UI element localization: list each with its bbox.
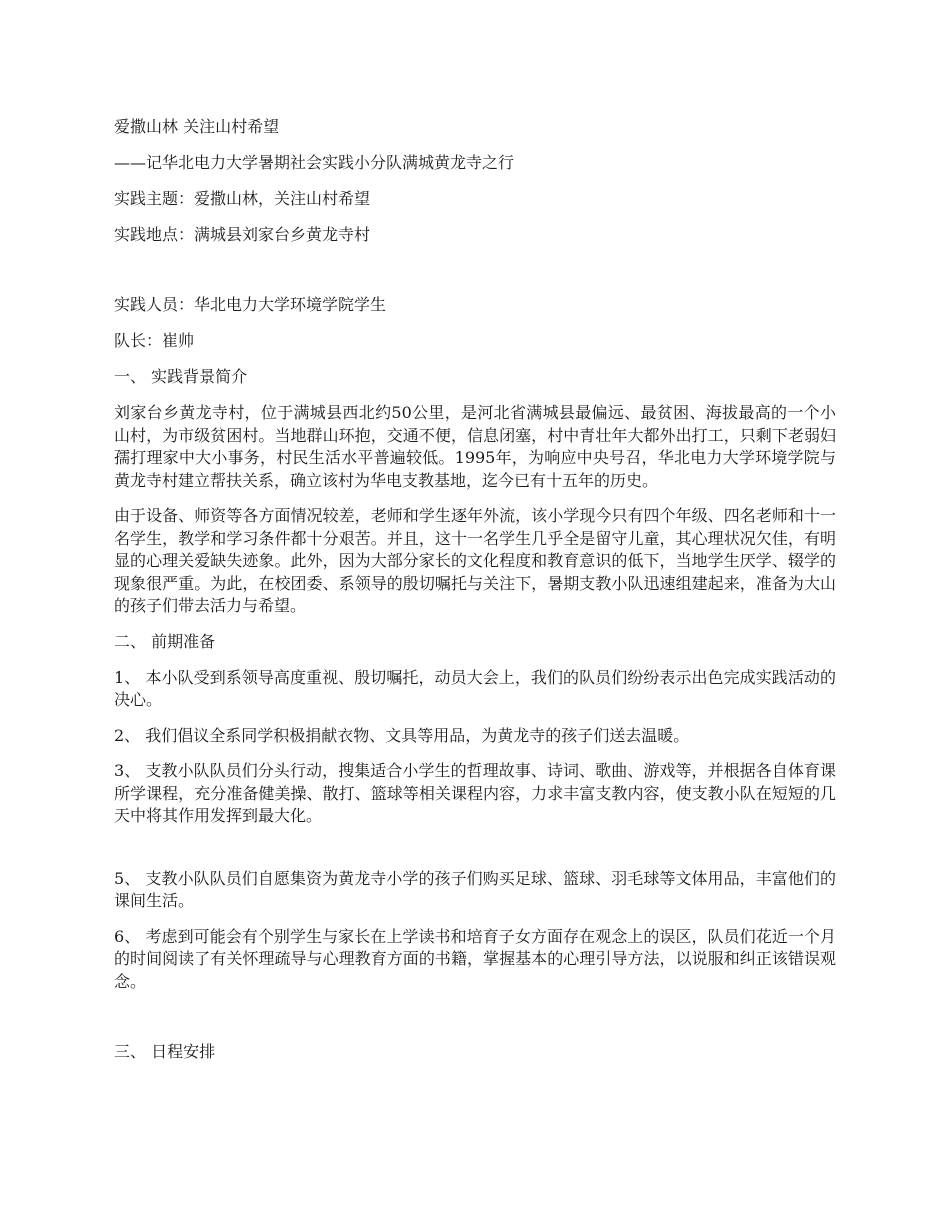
- document-subtitle: ——记华北电力大学暑期社会实践小分队满城黄龙寺之行: [114, 153, 515, 172]
- team-leader: 队长：崔帅: [114, 331, 195, 350]
- practice-members: 实践人员：华北电力大学环境学院学生: [114, 295, 387, 314]
- background-paragraph-1: 刘家台乡黄龙寺村，位于满城县西北约50公里，是河北省满城县最偏远、最贫困、海拔最高的一个小山村，为市级贫困村。当地群山环抱，交通不便，信息闭塞，村中青壮年大都外出打工，只剩下老弱妇孺打理家中大小事务，村民生活水平普遍较低。1995年，为响应中央号召，华北电力大学环境学院与黄龙寺村建立帮扶关系，确立该村为华电支教基地，迄今已有十五年的历史。: [114, 403, 836, 490]
- section-heading-schedule: 三、 日程安排: [114, 1042, 216, 1061]
- preparation-item-5: 5、 支教小队队员们自愿集资为黄龙寺小学的孩子们购买足球、篮球、羽毛球等文体用品，丰富他们的课间生活。: [114, 868, 836, 910]
- document-page: [114, 116, 836, 1077]
- document-title: 爱撒山林 关注山村希望: [114, 117, 280, 136]
- preparation-item-3: 3、 支教小队队员们分头行动，搜集适合小学生的哲理故事、诗词、歌曲、游戏等，并根据各自体育课所学课程，充分准备健美操、散打、篮球等相关课程内容，力求丰富支教内容，使支教小队在短短的几天中将其作用发挥到最大化。: [114, 761, 836, 825]
- background-paragraph-2: 由于设备、师资等各方面情况较差，老师和学生逐年外流，该小学现今只有四个年级、四名老师和十一名学生，教学和学习条件都十分艰苦。并且，这十一名学生几乎全是留守儿童，其心理状况欠佳，有明显的心理关爱缺失迹象。此外，因为大部分家长的文化程度和教育意识的低下，当地学生厌学、辍学的现象很严重。为此，在校团委、系领导的殷切嘱托与关注下，暑期支教小队迅速组建起来，准备为大山的孩子们带去活力与希望。: [114, 506, 836, 615]
- practice-location: 实践地点：满城县刘家台乡黄龙寺村: [114, 225, 371, 244]
- preparation-item-6: 6、 考虑到可能会有个别学生与家长在上学读书和培育子女方面存在观念上的误区，队员们花近一个月的时间阅读了有关怀理疏导与心理教育方面的书籍，掌握基本的心理引导方法，以说服和纠正该错误观念。: [114, 926, 836, 991]
- preparation-item-1: 1、 本小队受到系领导高度重视、殷切嘱托，动员大会上，我们的队员们纷纷表示出色完成实践活动的决心。: [114, 667, 836, 709]
- preparation-item-2: 2、 我们倡议全系同学积极捐献衣物、文具等用品，为黄龙寺的孩子们送去温暖。: [114, 725, 690, 745]
- section-heading-preparation: 二、 前期准备: [114, 631, 216, 651]
- practice-theme: 实践主题：爱撒山林，关注山村希望: [114, 189, 371, 208]
- section-heading-background: 一、 实践背景简介: [114, 367, 248, 386]
